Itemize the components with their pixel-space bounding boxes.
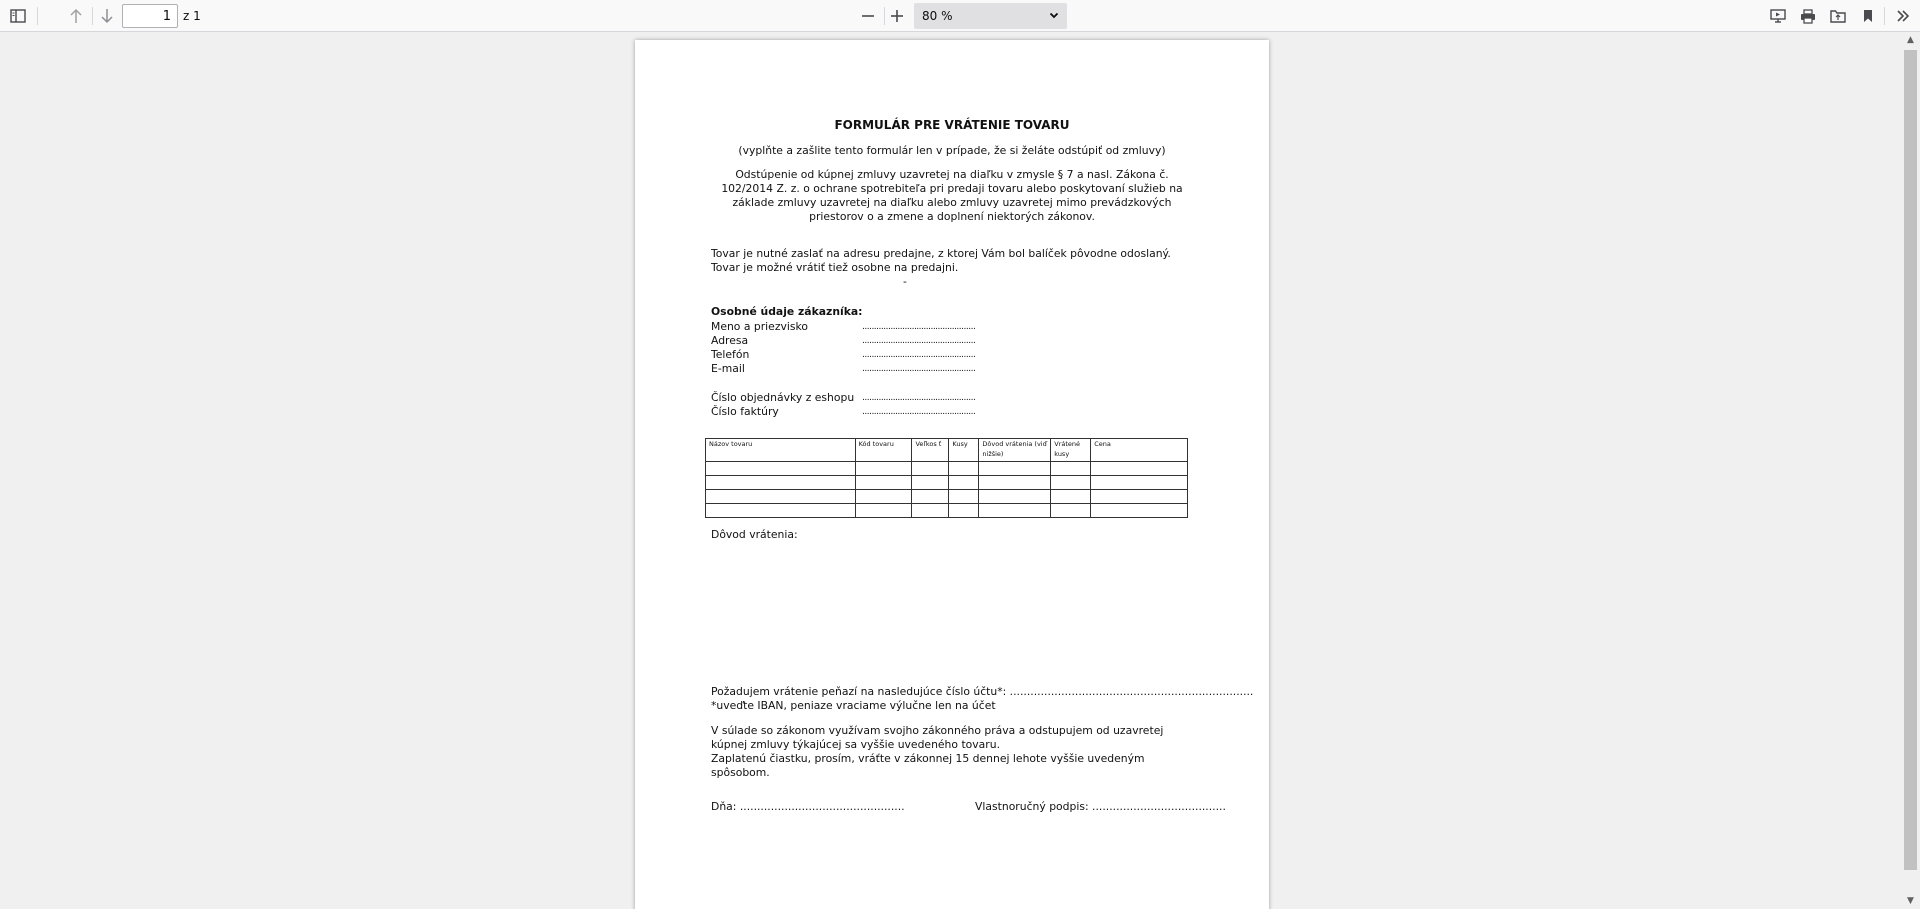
page-count-label: z 1: [183, 9, 201, 23]
vertical-scrollbar[interactable]: [1901, 33, 1920, 909]
returned-items-table: [705, 438, 1188, 518]
zoom-value: 80 %: [922, 9, 953, 23]
field-label: E-mail: [711, 362, 745, 375]
legal-paragraph: Odstúpenie od kúpnej zmluvy uzavretej na diaľku v zmysle § 7 a nasl. Zákona č. 102/2014 Z. z. o ochrane spotrebiteľa pri predaji tovaru alebo poskytovaní služieb na základe zmluvy uzavretej na diaľku alebo zmluvy uzavretej mimo prevádzkových priestorov o a zmene a doplnení niektorých zákonov.: [721, 168, 1183, 223]
field-dots: ................................................: [862, 322, 976, 332]
iban-request-line: Požadujem vrátenie peňazí na nasledujúce číslo účtu*: .......................................................................: [711, 685, 1254, 698]
presentation-mode-icon[interactable]: [1766, 4, 1790, 28]
return-reason-label: Dôvod vrátenia:: [711, 528, 798, 541]
field-label: Telefón: [711, 348, 750, 361]
bookmark-icon[interactable]: [1856, 4, 1880, 28]
toolbar-separator: [92, 7, 93, 25]
field-dots: ................................................: [862, 393, 976, 403]
previous-page-icon[interactable]: [64, 4, 88, 28]
customer-heading: Osobné údaje zákazníka:: [711, 305, 863, 318]
pdf-toolbar: [0, 0, 1920, 32]
open-file-icon[interactable]: [1826, 4, 1850, 28]
column-header: Kusy: [949, 439, 979, 462]
law-statement-line: V súlade so zákonom využívam svojho zákonného práva a odstupujem od uzavretej kúpnej zmluvy týkajúcej sa vyššie uvedeného tovaru.: [711, 724, 1164, 751]
field-dots: ................................................: [862, 336, 976, 346]
toolbar-separator: [37, 7, 38, 25]
scroll-down-icon[interactable]: ▼: [1907, 896, 1914, 906]
stray-mark: -: [903, 275, 907, 288]
column-header: Dôvod vrátenia (viď nižšie): [979, 439, 1051, 462]
column-header: Vrátené kusy: [1051, 439, 1091, 462]
column-header: Cena: [1091, 439, 1188, 462]
signature-line: Vlastnoručný podpis: .......................................: [975, 800, 1226, 813]
document-title: FORMULÁR PRE VRÁTENIE TOVARU: [834, 118, 1070, 132]
field-dots: ................................................: [862, 407, 976, 417]
page-number-input[interactable]: [122, 4, 178, 28]
pdf-page: [635, 40, 1269, 909]
law-statement-line: Zaplatenú čiastku, prosím, vráťte v zákonnej 15 dennej lehote vyššie uvedeným spôsobom.: [711, 752, 1145, 779]
column-header: Veľkos ť: [912, 439, 949, 462]
table-row: [706, 490, 1188, 504]
next-page-icon[interactable]: [95, 4, 119, 28]
print-icon[interactable]: [1796, 4, 1820, 28]
table-header-row: [706, 439, 1188, 462]
zoom-out-icon[interactable]: [856, 4, 880, 28]
law-statement: [711, 724, 1181, 780]
shipping-paragraph: Tovar je nutné zaslať na adresu predajne, z ktorej Vám bol balíček pôvodne odoslaný. Tovar je možné vrátiť tiež osobne na predajni.: [711, 247, 1171, 274]
toolbar-separator: [1884, 7, 1885, 25]
tools-menu-icon[interactable]: [1891, 4, 1915, 28]
zoom-select[interactable]: [914, 3, 1067, 29]
document-viewer[interactable]: [0, 33, 1901, 909]
field-label: Číslo objednávky z eshopu: [711, 391, 855, 404]
field-dots: ................................................: [862, 364, 976, 374]
iban-note: *uveďte IBAN, peniaze vraciame výlučne len na účet: [711, 699, 996, 712]
sidebar-toggle-icon[interactable]: [6, 4, 30, 28]
table-row: [706, 504, 1188, 518]
column-header: Názov tovaru: [706, 439, 856, 462]
document-subtitle: (vyplňte a zašlite tento formulár len v prípade, že si želáte odstúpiť od zmluvy): [738, 144, 1166, 157]
column-header: Kód tovaru: [855, 439, 912, 462]
scrollbar-thumb[interactable]: [1904, 50, 1917, 870]
table-row: [706, 476, 1188, 490]
field-dots: ................................................: [862, 350, 976, 360]
scroll-up-icon[interactable]: ▲: [1907, 35, 1914, 45]
field-label: Meno a priezvisko: [711, 320, 808, 333]
table-row: [706, 462, 1188, 476]
zoom-in-icon[interactable]: [885, 4, 909, 28]
date-line: Dňa: ................................................: [711, 800, 905, 813]
field-label: Číslo faktúry: [711, 405, 779, 418]
field-label: Adresa: [711, 334, 749, 347]
